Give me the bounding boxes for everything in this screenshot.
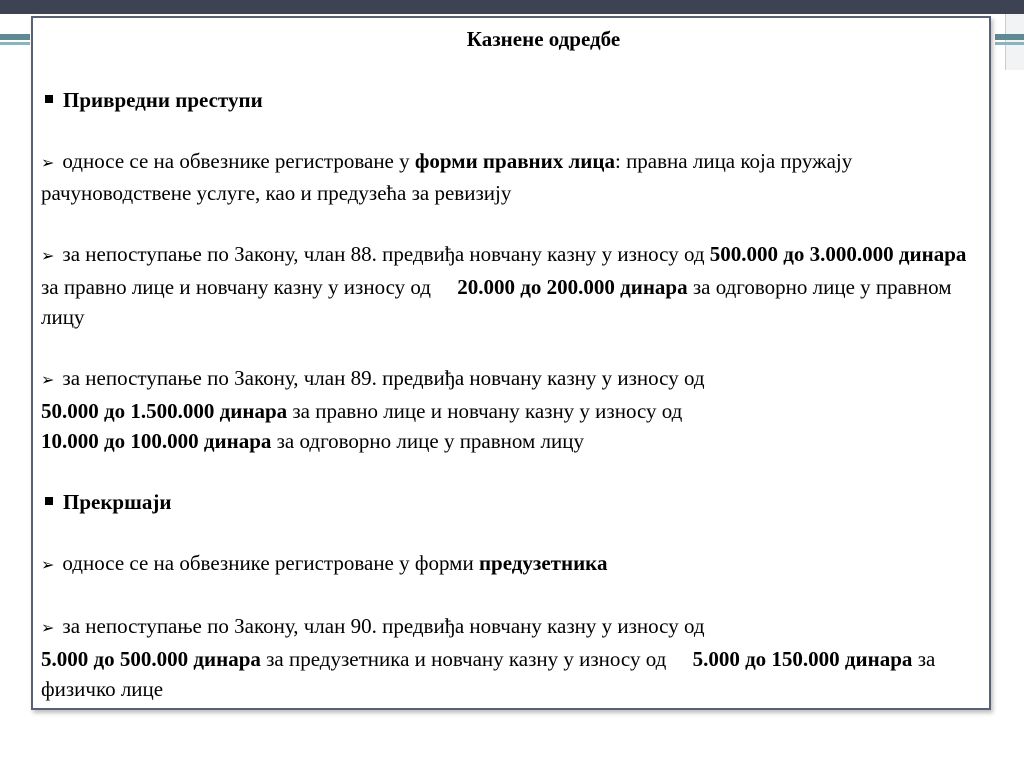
square-bullet-icon [45, 497, 53, 505]
section-heading-misdemeanors: Прекршаји [41, 487, 986, 518]
arrow-bullet-icon: ➢ [41, 246, 55, 265]
square-bullet-icon [45, 95, 53, 103]
left-accent-stripe-light [0, 42, 30, 45]
list-item: ➢ за непоступање по Закону, члан 89. предвиђа новчану казну у износу од 50.000 до 1.500.000 динара за правно лице и новчану казну у износу од 10.000 до 100.000 динара за одговорно лице у правном лицу [41, 366, 705, 453]
list-item: ➢ односе се на обвезнике регистроване у форми правних лица: правна лица која пружају рачуноводствене услуге, као и предузећа за ревизију [41, 148, 853, 205]
right-accent-stripe [995, 34, 1024, 40]
arrow-bullet-icon: ➢ [41, 370, 55, 389]
list-item: ➢ за непоступање по Закону, члан 88. предвиђа новчану казну у износу од 500.000 до 3.000.000 динара за правно лице и новчану казну у износу од 20.000 до 200.000 динара за одговорно лице у правном лицу [41, 242, 972, 329]
list-item: ➢ за непоступање по Закону, члан 90. предвиђа новчану казну у износу од 5.000 до 500.000 динара за предузетника и новчану казну у износу од 5.000 до 150.000 динара за физичко лице [41, 614, 936, 701]
top-bar [0, 0, 1024, 14]
left-accent-stripe [0, 34, 30, 40]
right-accent-stripe-light [995, 42, 1024, 45]
list-item: ➢ односе се на обвезнике регистроване у форми предузетника [41, 551, 608, 575]
slide-title: Казнене одредбе [466, 27, 621, 51]
slide-content [41, 24, 986, 705]
arrow-bullet-icon: ➢ [41, 618, 55, 637]
section-heading-economic-offenses: Привредни преступи [41, 85, 986, 116]
arrow-bullet-icon: ➢ [41, 555, 55, 574]
arrow-bullet-icon: ➢ [41, 152, 55, 172]
